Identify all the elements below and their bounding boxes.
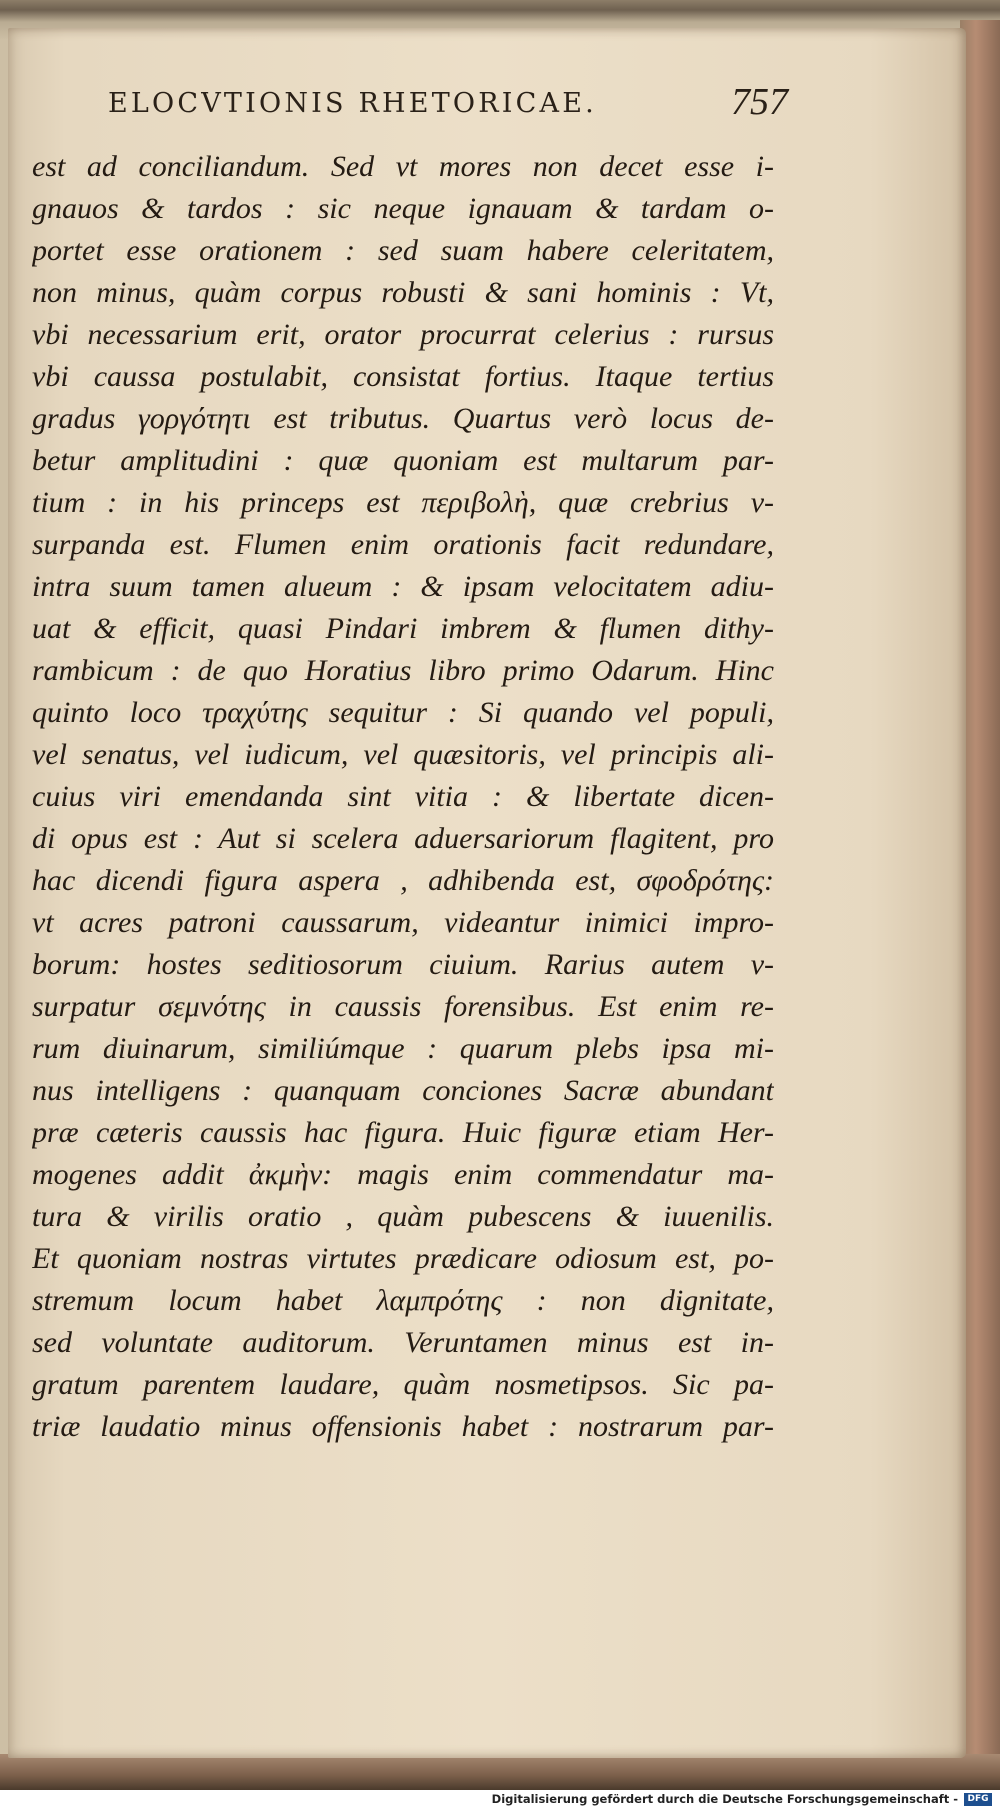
text-line: gnauos & tardos : sic neque ignauam & tardam o- [32,192,774,225]
dfg-logo: DFG [964,1793,992,1806]
text-line: vbi caussa postulabit, consistat fortius. Itaque tertius [32,360,774,393]
text-line: vel senatus, vel iudicum, vel quæsitoris, vel principis ali- [32,738,774,771]
page-number: 757 [731,81,788,123]
text-line: stremum locum habet λαμπρότης : non dignitate, [32,1284,774,1317]
text-line: borum: hostes seditiosorum ciuium. Rarius autem v- [32,948,774,981]
text-line: est ad conciliandum. Sed vt mores non decet esse i- [32,150,774,183]
text-line: Et quoniam nostras virtutes prædicare odiosum est, po- [32,1242,774,1275]
text-line: gradus γοργότητι est tributus. Quartus verò locus de- [32,402,774,435]
text-line: di opus est : Aut si scelera aduersariorum flagitent, pro [32,822,774,855]
text-line: triæ laudatio minus offensionis habet : nostrarum par- [32,1410,774,1443]
text-line: vbi necessarium erit, orator procurrat celerius : rursus [32,318,774,351]
running-title: ELOCVTIONIS RHETORICAE. [108,88,597,119]
text-line: portet esse orationem : sed suam habere celeritatem, [32,234,774,267]
body-text [32,146,774,1448]
text-line: gratum parentem laudare, quàm nosmetipsos. Sic pa- [32,1368,774,1401]
page-header [108,80,788,130]
text-line: rambicum : de quo Horatius libro primo Odarum. Hinc [32,654,774,687]
text-line: surpatur σεμνότης in caussis forensibus. Est enim re- [32,990,774,1023]
text-line: tura & virilis oratio , quàm pubescens & iuuenilis. [32,1200,774,1233]
text-line: tium : in his princeps est περιβολὴ, quæ crebrius v- [32,486,774,519]
text-line: intra suum tamen alueum : & ipsam velocitatem adiu- [32,570,774,603]
book-cover-edge [960,20,1000,1770]
text-line: nus intelligens : quanquam conciones Sacræ abundant [32,1074,774,1107]
text-line: non minus, quàm corpus robusti & sani hominis : Vt, [32,276,774,309]
text-line: vt acres patroni caussarum, videantur inimici impro- [32,906,774,939]
text-line: cuius viri emendanda sint vitia : & libertate dicen- [32,780,774,813]
digitization-footer [0,1790,1000,1809]
text-line: hac dicendi figura aspera , adhibenda est, σφοδρότης: [32,864,774,897]
text-line: mogenes addit ἀκμὴν: magis enim commendatur ma- [32,1158,774,1191]
text-line: præ cæteris caussis hac figura. Huic figuræ etiam Her- [32,1116,774,1149]
text-line: quinto loco τραχύτης sequitur : Si quando vel populi, [32,696,774,729]
book-cover-bottom [0,1754,1000,1790]
funding-credit: Digitalisierung gefördert durch die Deutsche Forschungsgemeinschaft - [491,1792,958,1806]
text-line: rum diuinarum, similiúmque : quarum plebs ipsa mi- [32,1032,774,1065]
page-leaf [8,28,966,1758]
text-line: uat & efficit, quasi Pindari imbrem & flumen dithy- [32,612,774,645]
text-line: betur amplitudini : quæ quoniam est multarum par- [32,444,774,477]
text-line: sed voluntate auditorum. Veruntamen minus est in- [32,1326,774,1359]
text-line: surpanda est. Flumen enim orationis facit redundare, [32,528,774,561]
